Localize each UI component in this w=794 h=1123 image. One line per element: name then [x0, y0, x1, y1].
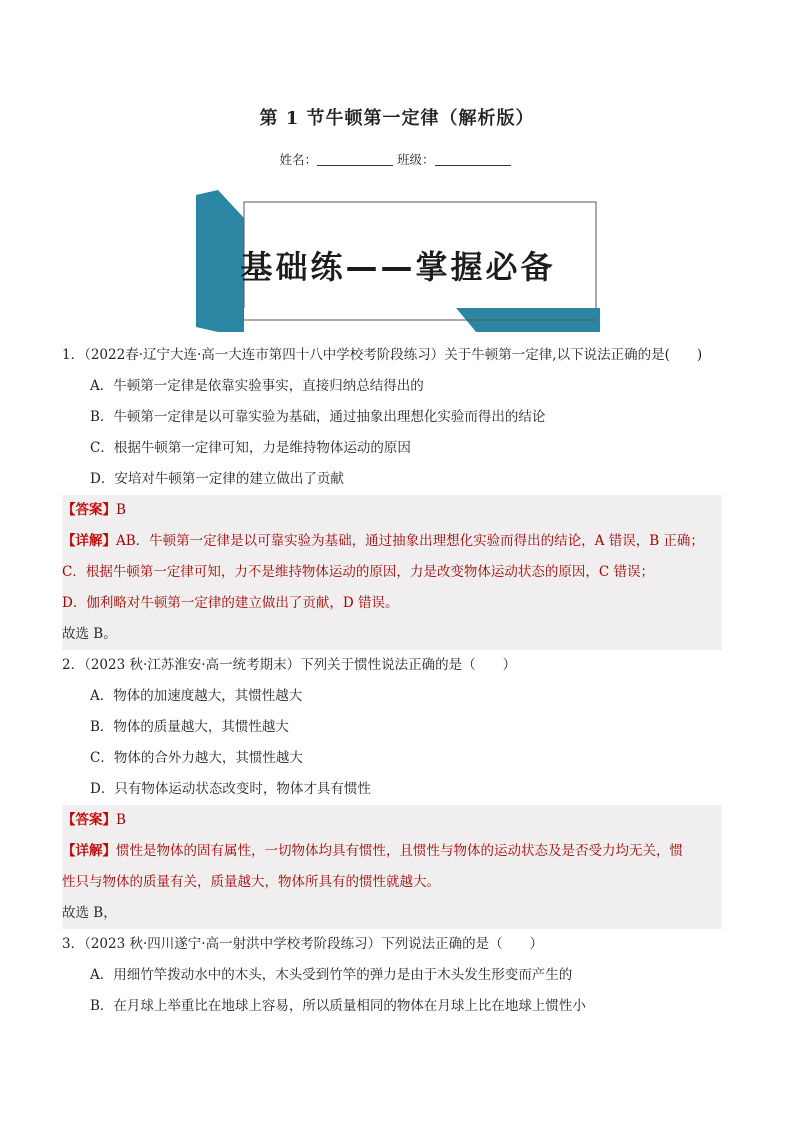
- page-title: 第 1 节牛顿第一定律（解析版）: [259, 108, 535, 129]
- option-d[interactable]: D．安培对牛顿第一定律的建立做出了贡献: [90, 471, 344, 487]
- class-label: 班级：: [397, 152, 435, 167]
- conclusion: 故选 B，: [62, 905, 117, 921]
- option-b[interactable]: B．在月球上举重比在地球上容易，所以质量相同的物体在月球上比在地球上惯性小: [90, 998, 586, 1014]
- name-label: 姓名：: [279, 152, 317, 167]
- option-c[interactable]: C．物体的合外力越大，其惯性越大: [90, 750, 303, 766]
- conclusion: 故选 B。: [62, 626, 117, 642]
- answer-value: B: [116, 502, 126, 518]
- detail-line: AB．牛顿第一定律是以可靠实验为基础，通过抽象出理想化实验而得出的结论，A 错误，B 正确；: [116, 533, 704, 549]
- question-stem: 3．（2023 秋·四川遂宁·高一射洪中学校考阶段练习）下列说法正确的是（ ）: [62, 936, 544, 952]
- question-stem: 1．（2022春·辽宁大连·高一大连市第四十八中学校考阶段练习）关于牛顿第一定律,以下说法正确的是( ): [62, 347, 703, 363]
- detail-tag: 【详解】: [62, 533, 116, 549]
- detail-line: D．伽利略对牛顿第一定律的建立做出了贡献，D 错误。: [62, 595, 399, 611]
- class-blank[interactable]: [435, 153, 511, 166]
- option-d[interactable]: D．只有物体运动状态改变时，物体才具有惯性: [90, 781, 371, 797]
- detail-line: C．根据牛顿第一定律可知，力不是维持物体运动的原因，力是改变物体运动状态的原因，C 错误；: [62, 564, 654, 580]
- detail-tag: 【详解】: [62, 843, 116, 859]
- detail-line: 惯性是物体的固有属性，一切物体均具有惯性，且惯性与物体的运动状态及是否受力均无关，惯: [116, 843, 683, 859]
- option-a[interactable]: A．用细竹竿拨动水中的木头，木头受到竹竿的弹力是由于木头发生形变而产生的: [90, 967, 573, 983]
- banner-title: 基础练——掌握必备: [240, 248, 556, 286]
- answer-value: B: [116, 812, 126, 828]
- answer-tag: 【答案】: [62, 502, 116, 518]
- name-blank[interactable]: [317, 153, 393, 166]
- detail-line: 性只与物体的质量有关，质量越大，物体所具有的惯性就越大。: [62, 874, 440, 890]
- option-c[interactable]: C．根据牛顿第一定律可知，力是维持物体运动的原因: [90, 440, 411, 456]
- question-list: [62, 340, 794, 1022]
- option-a[interactable]: A．物体的加速度越大，其惯性越大: [90, 688, 303, 704]
- answer-block: [62, 495, 722, 650]
- student-info-row: [0, 150, 794, 168]
- option-b[interactable]: B．牛顿第一定律是以可靠实验为基础，通过抽象出理想化实验而得出的结论: [90, 409, 546, 425]
- answer-tag: 【答案】: [62, 812, 116, 828]
- option-a[interactable]: A．牛顿第一定律是依靠实验事实，直接归纳总结得出的: [90, 378, 424, 394]
- answer-block: [62, 805, 722, 929]
- option-b[interactable]: B．物体的质量越大，其惯性越大: [90, 719, 289, 735]
- section-banner: [196, 190, 600, 332]
- question-stem: 2．（2023 秋·江苏淮安·高一统考期末）下列关于惯性说法正确的是（ ）: [62, 657, 517, 673]
